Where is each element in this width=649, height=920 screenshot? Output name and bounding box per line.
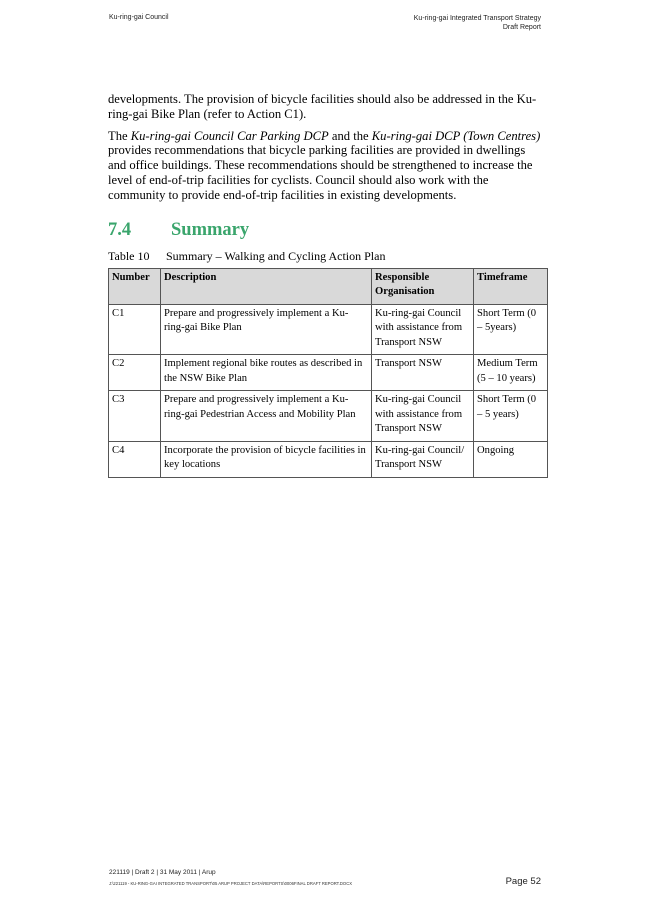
table-row <box>109 391 548 442</box>
cell-number: C2 <box>109 355 161 391</box>
page-content <box>108 92 544 478</box>
cell-organisation: Ku-ring-gai Council with assistance from Transport NSW <box>372 391 474 442</box>
section-number: 7.4 <box>108 220 132 241</box>
table-row <box>109 441 548 477</box>
dcp-italic-car-parking: Ku-ring-gai Council Car Parking DCP <box>130 128 329 143</box>
header-title-line1: Ku-ring-gai Integrated Transport Strategy <box>413 15 541 22</box>
dcp-text-1: The <box>108 128 131 143</box>
table-caption-label: Table 10 <box>108 248 150 263</box>
cell-timeframe: Short Term (0 – 5 years) <box>474 391 548 442</box>
cell-number: C4 <box>109 441 161 477</box>
header-number: Number <box>109 268 161 304</box>
cell-organisation: Ku-ring-gai Council with assistance from Transport NSW <box>372 304 474 355</box>
cell-number: C3 <box>109 391 161 442</box>
footer-file-path: J:\221119 - KU-RING-GAI INTEGRATED TRANSPORT\05 ARUP PROJECT DATA\REPORTS\0006FINAL DRAFT REPORT.DOCX <box>109 881 353 886</box>
cell-organisation: Transport NSW <box>372 355 474 391</box>
section-title: Summary <box>171 220 250 241</box>
cell-description: Prepare and progressively implement a Ku-ring-gai Bike Plan <box>161 304 372 355</box>
dcp-italic-town-centres: Ku-ring-gai DCP (Town Centres) <box>371 128 541 143</box>
header-timeframe: Timeframe <box>474 268 548 304</box>
footer-document-info: 221119 | Draft 2 | 31 May 2011 | Arup <box>109 869 216 876</box>
cell-timeframe: Ongoing <box>474 441 548 477</box>
table-caption <box>108 248 544 265</box>
cell-description: Incorporate the provision of bicycle facilities in key locations <box>161 441 372 477</box>
table-header-row <box>109 268 548 304</box>
cell-description: Implement regional bike routes as described in the NSW Bike Plan <box>161 355 372 391</box>
header-organisation-col: Responsible Organisation <box>372 268 474 304</box>
dcp-text-3: provides recommendations that bicycle parking facilities are provided in dwellings and office buildings. These recommendations should be strengthened to increase the level of end-of-trip facilities for cyclists. Council should also work with the community to provide end-of-trip facilities in existing developments. <box>108 143 533 202</box>
header-document-title <box>414 14 541 32</box>
table-row <box>109 304 548 355</box>
header-description: Description <box>161 268 372 304</box>
cell-timeframe: Medium Term (5 – 10 years) <box>474 355 548 391</box>
cell-organisation: Ku-ring-gai Council/ Transport NSW <box>372 441 474 477</box>
header-title-line2: Draft Report <box>502 24 541 31</box>
cell-number: C1 <box>109 304 161 355</box>
cell-description: Prepare and progressively implement a Ku-ring-gai Pedestrian Access and Mobility Plan <box>161 391 372 442</box>
header-organisation: Ku-ring-gai Council <box>109 14 169 21</box>
paragraph-bike-plan: developments. The provision of bicycle facilities should also be addressed in the Ku-ring-gai Bike Plan (refer to Action C1). <box>108 92 537 121</box>
section-heading <box>108 219 544 243</box>
dcp-text-2: and the <box>328 128 372 143</box>
table-caption-title: Summary – Walking and Cycling Action Plan <box>166 248 386 263</box>
page-number: Page 52 <box>505 876 541 887</box>
paragraph-dcp <box>108 129 544 203</box>
action-plan-table <box>108 268 548 478</box>
cell-timeframe: Short Term (0 – 5years) <box>474 304 548 355</box>
table-row <box>109 355 548 391</box>
